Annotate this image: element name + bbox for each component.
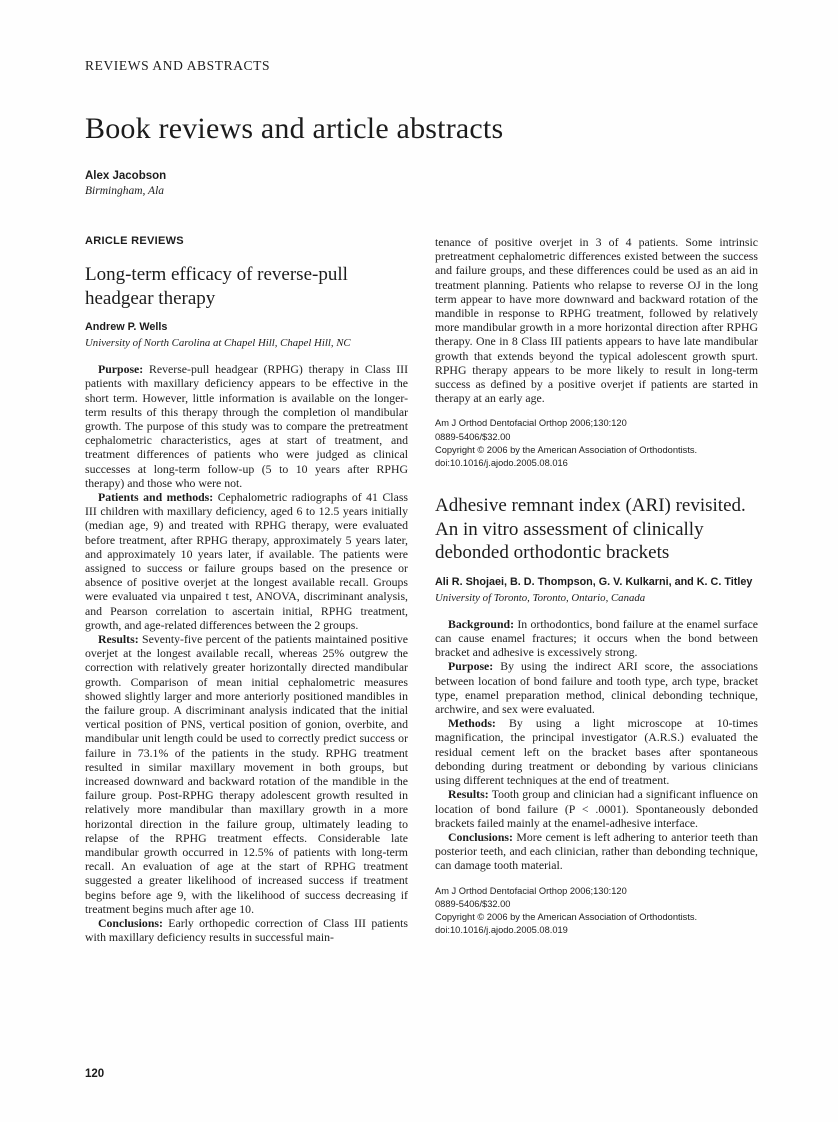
article1-author: Andrew P. Wells [85, 321, 168, 334]
article2-title: Adhesive remnant index (ARI) revisited. An in vitro assessment of clinically debonded orthodontic brackets [435, 495, 746, 564]
paragraph-head: Conclusions: [448, 829, 513, 844]
article2-affiliation: University of Toronto, Toronto, Ontario, Canada [435, 591, 646, 604]
article1-paragraph-purpose [85, 362, 408, 490]
article1-paragraph-conclusions [85, 916, 408, 944]
paragraph-head: Conclusions: [98, 916, 163, 931]
article2-paragraph-background [435, 617, 758, 660]
right-column [435, 235, 758, 944]
paragraph-text: In orthodontics, bond failure at the enamel surface can cause enamel fractures; it occurs when the bond between bracket and adhesive is excessively strong. [435, 616, 758, 660]
paragraph-text: By using the indirect ARI score, the associations between location of bond failure and tooth type, arch type, bracket type, enamel preparation method, clinical debonding technique, archwire, and sex were evaluated. [435, 659, 759, 717]
page-title: Book reviews and article abstracts [85, 112, 504, 145]
citation-doi-line: doi:10.1016/j.ajodo.2005.08.016 [435, 458, 568, 468]
citation-doi-line: doi:10.1016/j.ajodo.2005.08.019 [435, 925, 568, 936]
paragraph-head: Background: [448, 616, 514, 631]
paragraph-head: Results: [448, 787, 489, 802]
article2-paragraph-conclusions [435, 830, 758, 873]
article2-paragraph-methods [435, 716, 758, 787]
editor-affiliation: Birmingham, Ala [85, 185, 165, 197]
article1-paragraph-methods [85, 490, 408, 632]
paragraph-head: Methods: [448, 716, 496, 731]
paragraph-text: Reverse-pull headgear (RPHG) therapy in Class III patients with maxillary deficiency appears to be effective in the short term. However, little information is available on the longer-term results of this therapy through the completion ol mandibular growth. The purpose of this study was to compare the pretreatment cephalometric characteristics, ages at start of treatment, and treatment differences of patients who were judged as clinical successes at long-term follow-up (5 to 10 years after RPHG therapy) and those who were not. [85, 362, 409, 490]
article1-conclusions-continuation: tenance of positive overjet in 3 of 4 patients. Some intrinsic pretreatment cephalometric differences existed between the success and failure groups, and these differences could be used as an aid in treatment planning. Patients who relapse to reverse OJ in the long term appear to have more downward and backward rotation of the mandible in response to RPHG treatment, followed by relatively more mandibular growth in a more horizontal direction after RPHG therapy. One in 8 Class III patients appears to have late mandibular growth that extends beyond the typical adolescent growth spurt. RPHG therapy appears to be more likely to result in long-term success as defined by a positive overjet if patients are started in therapy at an early age. [435, 235, 758, 406]
paragraph-head: Patients and methods: [98, 489, 214, 504]
article1-paragraph-results [85, 632, 408, 916]
two-column-layout [85, 235, 760, 944]
paragraph-head: Purpose: [98, 362, 144, 377]
citation-copyright-line: Copyright © 2006 by the American Association of Orthodontists. [435, 444, 698, 455]
article2-paragraph-results [435, 787, 758, 830]
article2-citation [435, 885, 758, 938]
paragraph-text: Cephalometric radiographs of 41 Class III children with maxillary deficiency, aged 6 to 12.5 years initially (median age, 9) and treated with RPHG therapy, were evaluated before treatment, after RPHG therapy, approximately 5 years later, and approximately 10 years later, if available. The patients were assigned to success or failure groups based on the presence or absence of positive overjet at the longest available recall. Groups were evaluated via unpaired t test, ANOVA, discriminant analysis, and Pearson correlation to ascertain initial, RPHG treatment, growth, and age-related differences between the 2 groups. [85, 489, 409, 632]
article1-citation [435, 417, 758, 470]
paragraph-text: Seventy-five percent of the patients maintained positive overjet at the longest available recall, whereas 25% outgrew the correction with relatively greater horizontally directed mandibular growth. Comparison of mean initial cephalometric measures showed slightly larger and more anteriorly positioned mandibles in the failure group. A discriminant analysis indicated that the initial vertical position of PNS, vertical position of gonion, overbite, and mandibular unit length could be used to correctly predict success or failure in 73.1% of the patients in the study. RPHG treatment resulted in similar maxillary movement in both groups, but increased downward and backward rotation of the mandible in the failure group. Post-RPHG therapy adolescent growth resulted in relatively more mandibular than maxillary growth in a more horizontal direction in the failure group, ultimately leading to relapse of the RPHG treatment effects. Considerable late mandibular growth occurred in 12.5% of patients with long-term recall. An evaluation of age at the start of RPHG treatment suggested a greater likelihood of increased success if treatment begins before age 9, with the likelihood of success decreasing if treatment begins much after age 10. [85, 631, 408, 916]
citation-issn-line: 0889-5406/$32.00 [435, 898, 511, 909]
citation-journal-line: Am J Orthod Dentofacial Orthop 2006;130:120 [435, 885, 627, 896]
paragraph-text: Early orthopedic correction of Class III patients with maxillary deficiency results in successful main- [85, 916, 409, 945]
page-number: 120 [85, 1068, 105, 1080]
article2-authors: Ali R. Shojaei, B. D. Thompson, G. V. Kulkarni, and K. C. Titley [435, 575, 753, 588]
paragraph-text: By using a light microscope at 10-times magnification, the principal investigator (A.R.S.) evaluated the residual cement left on the bracket bases after spontaneous debonding during treatment or debonding by various clinicians using different techniques at the end of treatment. [435, 716, 758, 788]
section-heading: ARICLE REVIEWS [85, 235, 184, 247]
article1-title: Long-term efficacy of reverse-pull headgear therapy [85, 264, 348, 309]
editor-name: Alex Jacobson [85, 170, 167, 182]
paragraph-head: Results: [98, 631, 139, 646]
article2-paragraph-purpose [435, 659, 758, 716]
citation-copyright-line: Copyright © 2006 by the American Association of Orthodontists. [435, 911, 698, 922]
citation-issn-line: 0889-5406/$32.00 [435, 431, 511, 442]
running-head: REVIEWS AND ABSTRACTS [85, 58, 271, 73]
paragraph-text: More cement is left adhering to anterior teeth than posterior teeth, and each clinician, rather than debonding technique, can damage tooth material. [435, 829, 758, 873]
article1-affiliation: University of North Carolina at Chapel Hill, Chapel Hill, NC [85, 337, 351, 350]
paragraph-head: Purpose: [448, 659, 494, 674]
left-column [85, 235, 408, 944]
citation-journal-line: Am J Orthod Dentofacial Orthop 2006;130:120 [435, 418, 627, 429]
paragraph-text: Tooth group and clinician had a significant influence on location of bond failure (P < .0001). Spontaneously debonded brackets failed mainly at the enamel-adhesive interface. [435, 787, 758, 830]
